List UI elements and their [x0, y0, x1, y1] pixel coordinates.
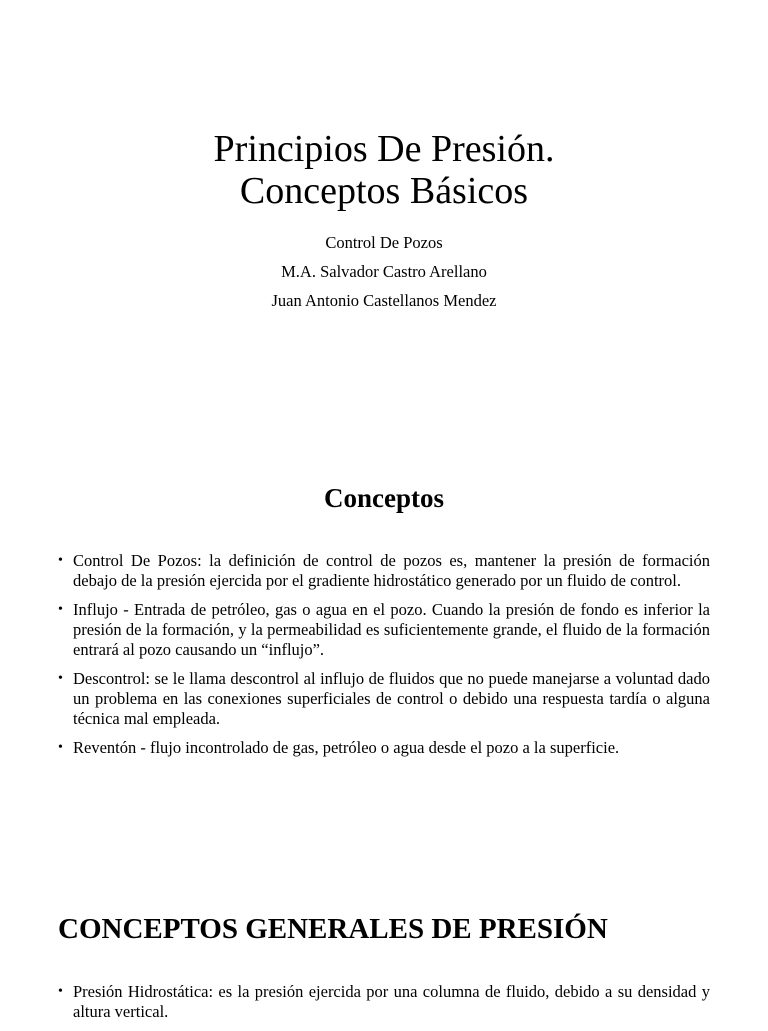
- subtitle-author-2: Juan Antonio Castellanos Mendez: [271, 291, 497, 310]
- list-item: [58, 669, 710, 729]
- list-item: [58, 600, 710, 660]
- title-slide: [0, 128, 768, 315]
- bullet-icon: •: [58, 671, 63, 686]
- bullet-icon: •: [58, 602, 63, 617]
- subtitle-course: Control De Pozos: [325, 233, 443, 252]
- conceptos-heading: Conceptos: [324, 483, 444, 513]
- bullet-icon: •: [58, 984, 63, 999]
- bullet-icon: •: [58, 553, 63, 568]
- bullet-icon: •: [58, 740, 63, 755]
- title-line-2: Conceptos Básicos: [239, 170, 529, 212]
- subtitle-block: [0, 228, 768, 315]
- list-item-text: Reventón - flujo incontrolado de gas, petróleo o agua desde el pozo a la superficie.: [73, 738, 620, 757]
- list-item-text: Control De Pozos: la definición de control de pozos es, mantener la presión de formación debajo de la presión ejercida por el gradiente hidrostático generado por un fluido de control.: [73, 551, 710, 590]
- list-item-text: Presión Hidrostática: es la presión ejercida por una columna de fluido, debido a su densidad y altura vertical.: [73, 982, 710, 1021]
- list-item: [58, 551, 710, 591]
- conceptos-generales-heading: CONCEPTOS GENERALES DE PRESIÓN: [58, 913, 608, 945]
- conceptos-list: [58, 551, 710, 767]
- list-item: [58, 982, 710, 1022]
- list-item-text: Influjo - Entrada de petróleo, gas o agua en el pozo. Cuando la presión de fondo es inferior la presión de la formación, y la permeabilidad es suficientemente grande, el fluido de la formación entrará al pozo causando un “influjo”.: [73, 600, 710, 659]
- subtitle-author-1: M.A. Salvador Castro Arellano: [281, 262, 487, 281]
- title-line-1: Principios De Presión.: [213, 128, 555, 170]
- list-item-text: Descontrol: se le llama descontrol al influjo de fluidos que no puede manejarse a voluntad dado un problema en las conexiones superficiales de control o debido una respuesta tardía o alguna técnica mal empleada.: [73, 669, 710, 728]
- list-item: [58, 738, 710, 758]
